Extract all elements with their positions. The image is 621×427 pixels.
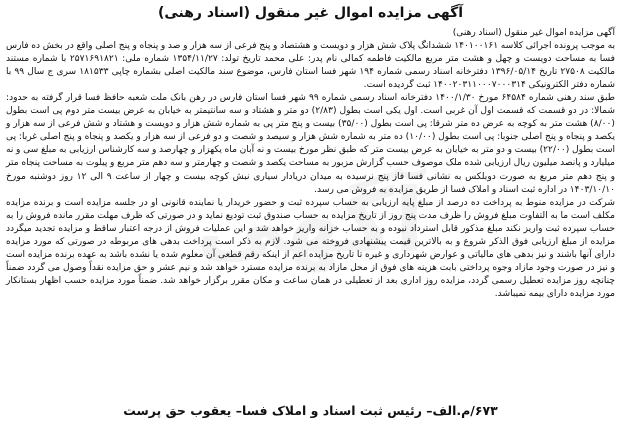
notice-subtitle: آگهی مزایده اموال غیر منقول (اسناد رهنی) xyxy=(452,28,615,38)
notice-signature: ۶۷۳/م.الف– رئیس ثبت اسناد و املاک فسا– یعقوب حق پرست xyxy=(123,403,498,418)
notice-body xyxy=(6,27,615,301)
notice-paragraph-terms: شرکت در مزایده منوط به پرداخت ده درصد از مبلغ پایه ارزیابی به حساب سپرده ثبت و حضور خریدار یا نماینده قانونی او در جلسه مزایده است و برنده مزایده مکلف است ما به التفاوت مبلغ فروش را ظرف مدت پنج روز از تاریخ مزایده به حساب صندوق ثبت تودیع نماید و در صورتی که ظرف مهلت مقرر مانده فروش را به حساب سپرده ثبت واریز نکند مبلغ مذکور قابل استرداد نبوده و به حساب خزانه واریز خواهد شد و این عملیات فروش از درجه اعتبار ساقط و مزایده تجدید میگردد مزایده از مبلغ ارزیابی فوق الذکر شروع و به بالاترین قیمت پیشنهادی فروخته می شود. لازم به ذکر است پرداخت بدهی های مربوطه در صورتی که مورد مزایده دارای آنها باشند و نیز بدهی های مالیاتی و عوارض شهرداری و غیره تا تاریخ مزایده اعم از اینکه رقم قطعی آن معلوم شده یا نشده باشد به عهده برنده مزایده است و نیز در صورت وجود مازاد وجوه پرداختی بابت هزینه های فوق از محل مازاد به برنده مزایده مسترد خواهد شد و نیم عشر و حق مزایده نقداً وصول می گردد ضمناً چنانچه روز مزایده تعطیل رسمی گردد، مزایده روز اداری بعد از تعطیلی در همان ساعت و مکان مقرر برگزار خواهد شد. ضمناً مورد مزایده حسب اظهار بستانکار مورد مزایده دارای بیمه نمیباشد. xyxy=(6,197,615,299)
notice-paragraph-mortgage: طبق سند رهنی شماره ۶۴۵۸۴ مورخ ۱۴۰۰/۱/۳۰ دفترخانه اسناد رسمی شماره ۹۹ شهر فسا استان فارس در رهن بانک ملت شعبه حافظ فسا قرار گرفته به حدود: شمالا: در دو قسمت که قسمت اول آن غربی است. اول یکی است بطول (۲/۸۳) دو متر و هشتاد و سه سانتیمتر به خیابان به عرض بیست متر دوم پی است بطول (۸/۰۰) هشت متر به کوچه به عرض ده متر شرقا: پی است بطول (۳۵/۰۰) بیست و پنج متر پی به شماره شش هزار و دویست و هشتاد و شش فرعی از سه هزار و یکصد و پنجاه و پنج اصلی جنوبا: پی است بطول (۱۰/۰۰) ده متر به شماره شش هزار و سیصد و شصت و دو فرعی از سه هزار و یکصد و پنجاه و پنج اصلی غربا: پی است بطول (۲۲/۰۰) بیست و دو متر به خیابان به عرض بیست متر که طبق نظر مورخ بیست و نه آبان ماه یکهزار و چهارصد و سه کارشناس ارزیابی به مبلغ سی و نه میلیارد و پانصد میلیون ریال ارزیابی شده ملک موصوف حسب گزارش مزبور به مساحت یکصد و شصت و چهارمتر و سه دهم متر مربع و پیلوت به مساحت پنجاه متر و پنج دهم متر مربع به صورت دوبلکس به نشانی فسا فاز پنج نرسیده به میدان دریادار سیاری نبش کوچه بیست و چهار از ساعت ۹ الی ۱۲ روز دوشنبه مورخ ۱۴۰۳/۱۰/۱۰ در اداره ثبت اسناد و املاک فسا از طریق مزایده به فروش می رسد. xyxy=(6,93,615,195)
notice-title: آگهی مزایده اموال غیر منقول (اسناد رهنی) xyxy=(157,5,464,21)
notice-paragraph-property: به موجب پرونده اجرائی کلاسه ۱۴۰۱۰۰۱۶۱ ششدانگ پلاک شش هزار و دویست و هشتصاد و پنج فرعی از سه هزار و صد و پنجاه و پنج اصلی واقع در بخش ده فارس فسا به مساحت دویست و چهل و هشت متر مربع مالکیت فاطمه کمالی نام پدر: علی محمد تاریخ تولد: ۱۳۵۴/۱۱/۲۷ شماره ملی: ۲۵۷۱۶۹۱۸۲۱ با شماره مستند مالکیت ۲۷۵۰۸ تاریخ ۱۳۹۶/۰۵/۱۴ دفترخانه اسناد رسمی شماره ۱۹۴ شهر فسا استان فارس، موضوع سند مالکیت اصلی بشماره چاپی ۱۸۱۵۳۳ سری ج سال ۹۹ با شماره دفتر الکترونیکی ۱۴۰۰۲۰۳۱۱۰۰۰۷۰۰۰۳۱۴ ثبت گردیده است. xyxy=(6,41,616,91)
